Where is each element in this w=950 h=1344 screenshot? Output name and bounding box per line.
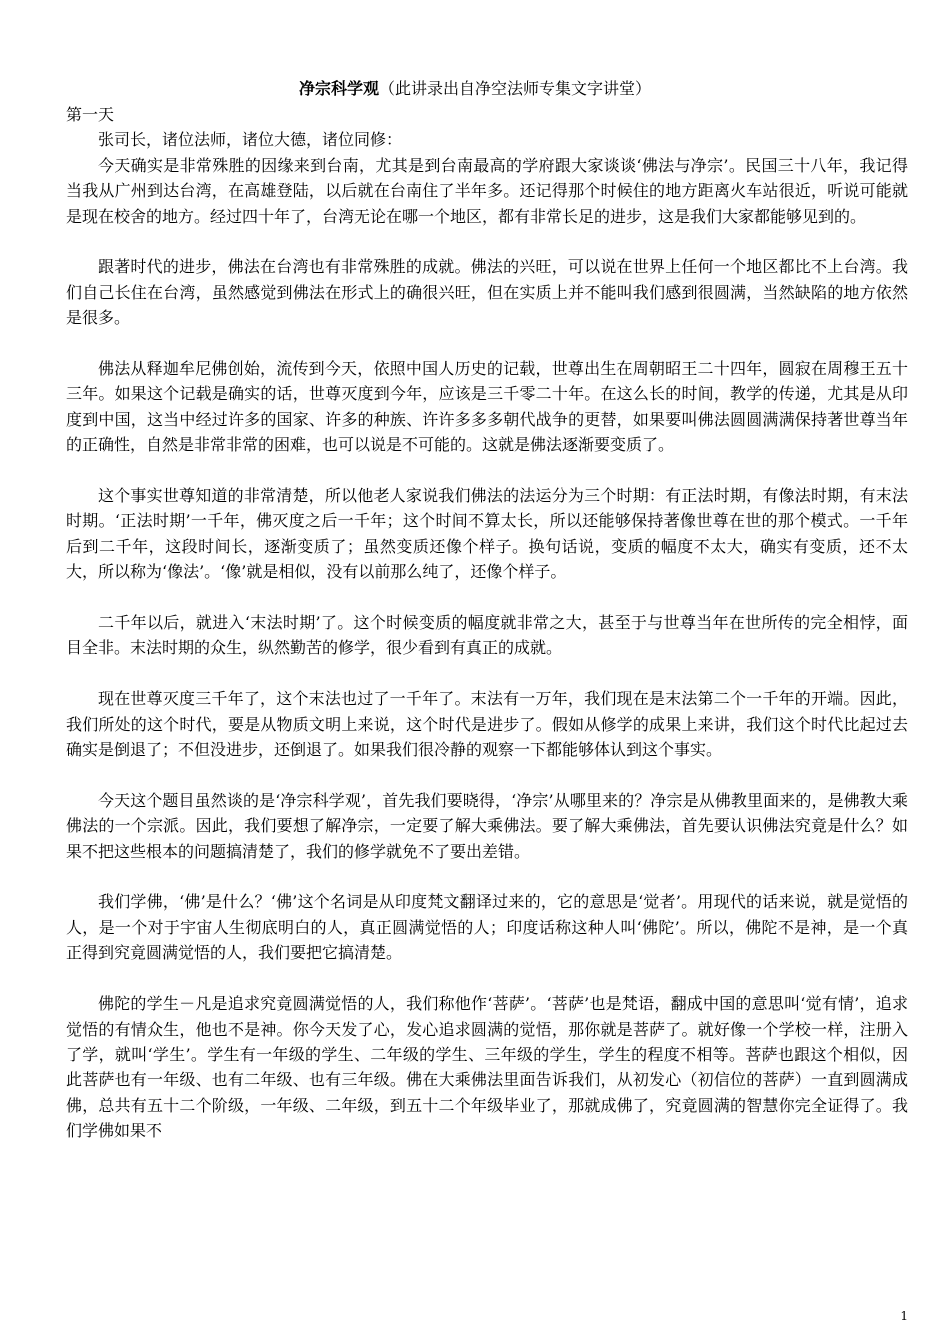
paragraph: 今天确实是非常殊胜的因缘来到台南，尤其是到台南最高的学府跟大家谈谈‘佛法与净宗’。民国三十八年，我记得当我从广州到达台湾，在高雄登陆，以后就在台南住了半年多。还记得那个时候住的地方距离火车站很近，听说可能就是现在校舍的地方。经过四十年了，台湾无论在哪一个地区，都有非常长足的进步，这是我们大家都能够见到的。 [66,155,908,226]
salutation: 张司长，诸位法师，诸位大德，诸位同修： [98,130,403,150]
paragraph-spacer [66,331,908,356]
document-title [0,78,950,100]
document-body [66,102,908,1144]
paragraph: 今天这个题目虽然谈的是‘净宗科学观’，首先我们要晓得，‘净宗’从哪里来的？净宗是从佛教里面来的，是佛教大乘佛法的一个宗派。因此，我们要想了解净宗，一定要了解大乘佛法。要了解大乘佛法，首先要认识佛法究竟是什么？如果不把这些根本的问题搞清楚了，我们的修学就免不了要出差错。 [66,790,908,861]
page-number: 1 [900,1309,908,1323]
paragraph-spacer [66,229,908,254]
paragraph: 二千年以后，就进入‘末法时期’了。这个时候变质的幅度就非常之大，甚至于与世尊当年在世所传的完全相悖，面目全非。末法时期的众生，纵然勤苦的修学，很少看到有真正的成就。 [66,613,908,658]
paragraph: 跟著时代的进步，佛法在台湾也有非常殊胜的成就。佛法的兴旺，可以说在世界上任何一个地区都比不上台湾。我们自己长住在台湾，虽然感觉到佛法在形式上的确很兴旺，但在实质上并不能叫我们感到很圆满，当然缺陷的地方依然是很多。 [66,257,908,328]
paragraph: 我们学佛，‘佛’是什么？‘佛’这个名词是从印度梵文翻译过来的，它的意思是‘觉者’。用现代的话来说，就是觉悟的人，是一个对于宇宙人生彻底明白的人，真正圆满觉悟的人；印度话称这种人叫‘佛陀’。所以，佛陀不是神，是一个真正得到究竟圆满觉悟的人，我们要把它搞清楚。 [66,892,908,963]
paragraph-spacer [66,458,908,483]
paragraph-spacer [66,585,908,610]
paragraph: 现在世尊灭度三千年了，这个末法也过了一千年了。末法有一万年，我们现在是末法第二个一千年的开端。因此，我们所处的这个时代，要是从物质文明上来说，这个时代是进步了。假如从修学的成果上来讲，我们这个时代比起过去确实是倒退了；不但没进步，还倒退了。如果我们很冷静的观察一下都能够体认到这个事实。 [66,689,908,760]
paragraph-spacer [66,661,908,686]
paragraph: 佛陀的学生－凡是追求究竟圆满觉悟的人，我们称他作‘菩萨’。‘菩萨’也是梵语，翻成中国的意思叫‘觉有情’，追求觉悟的有情众生，他也不是神。你今天发了心，发心追求圆满的觉悟，那你就是菩萨了。就好像一个学校一样，注册入了学，就叫‘学生’。学生有一年级的学生、二年级的学生、三年级的学生，学生的程度不相等。菩萨也跟这个相似，因此菩萨也有一年级、也有二年级、也有三年级。佛在大乘佛法里面告诉我们，从初发心（初信位的菩萨）一直到圆满成佛，总共有五十二个阶级，一年级、二年级，到五十二个年级毕业了，那就成佛了，究竟圆满的智慧你完全证得了。我们学佛如果不 [66,994,908,1141]
title-source-note: （此讲录出自净空法师专集文字讲堂） [379,79,652,98]
section-heading: 第一天 [66,105,115,124]
title-main: 净宗科学观 [298,79,379,98]
paragraph-spacer [66,864,908,889]
paragraph-spacer [66,966,908,991]
paragraph: 这个事实世尊知道的非常清楚，所以他老人家说我们佛法的法运分为三个时期：有正法时期，有像法时期，有末法时期。‘正法时期’一千年，佛灭度之后一千年；这个时间不算太长，所以还能够保持著像世尊在世的那个模式。一千年后到二千年，这段时间长，逐渐变质了；虽然变质还像个样子。换句话说，变质的幅度不太大，确实有变质，还不太大，所以称为‘像法’。‘像’就是相似，没有以前那么纯了，还像个样子。 [66,486,908,582]
paragraph-spacer [66,762,908,787]
paragraph: 佛法从释迦牟尼佛创始，流传到今天，依照中国人历史的记载，世尊出生在周朝昭王二十四年，圆寂在周穆王五十三年。如果这个记载是确实的话，世尊灭度到今年，应该是三千零二十年。在这么长的时间，教学的传递，尤其是从印度到中国，这当中经过许多的国家、许多的种族、许许多多多朝代战争的更替，如果要叫佛法圆圆满满保持著世尊当年的正确性，自然是非常非常的困难，也可以说是不可能的。这就是佛法逐渐要变质了。 [66,359,908,455]
